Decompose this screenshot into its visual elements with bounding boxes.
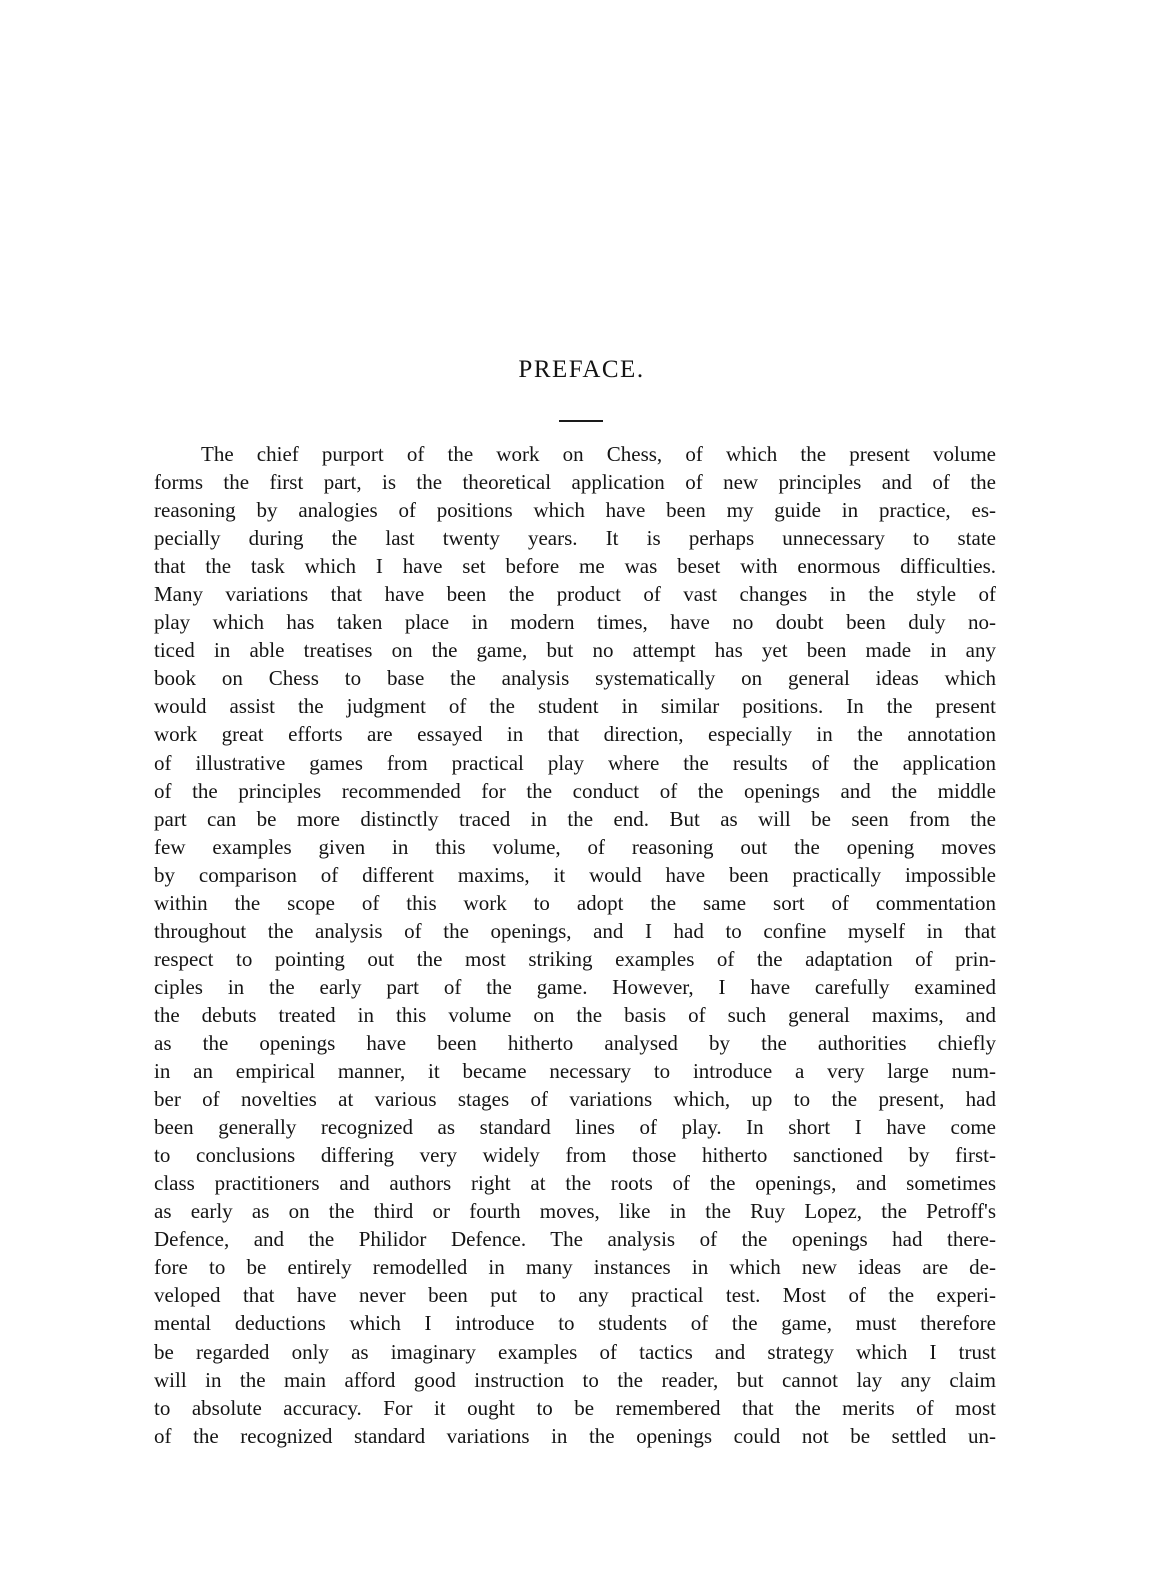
text-line: to conclusions differing very widely from those hitherto sanctioned by first- bbox=[154, 1143, 996, 1168]
text-line: forms the first part, is the theoretical application of new principles and of the bbox=[154, 470, 996, 495]
text-line: mental deductions which I introduce to students of the game, must therefore bbox=[154, 1311, 996, 1336]
text-line: by comparison of different maxims, it would have been practically impossible bbox=[154, 862, 996, 887]
text-line: would assist the judgment of the student in similar positions. In the present bbox=[154, 694, 996, 719]
text-line: fore to be entirely remodelled in many instances in which new ideas are de- bbox=[154, 1255, 996, 1280]
text-line: as early as on the third or fourth moves, like in the Ruy Lopez, the Petroff's bbox=[154, 1199, 996, 1224]
text-line: class practitioners and authors right at the roots of the openings, and sometimes bbox=[154, 1171, 996, 1196]
text-line: few examples given in this volume, of reasoning out the opening moves bbox=[154, 834, 996, 859]
text-line: been generally recognized as standard lines of play. In short I have come bbox=[154, 1115, 996, 1140]
text-line: will in the main afford good instruction to the reader, but cannot lay any claim bbox=[154, 1367, 996, 1392]
text-line: within the scope of this work to adopt the same sort of commentation bbox=[154, 890, 996, 915]
text-line: to absolute accuracy. For it ought to be remembered that the merits of most bbox=[154, 1395, 996, 1420]
text-line: Many variations that have been the product of vast changes in the style of bbox=[154, 582, 996, 607]
text-line: be regarded only as imaginary examples of tactics and strategy which I trust bbox=[154, 1339, 996, 1364]
text-line: in an empirical manner, it became necessary to introduce a very large num- bbox=[154, 1059, 996, 1084]
text-line: book on Chess to base the analysis systematically on general ideas which bbox=[154, 666, 996, 691]
text-line: Defence, and the Philidor Defence. The analysis of the openings had there- bbox=[154, 1227, 996, 1252]
text-line: ciples in the early part of the game. However, I have carefully examined bbox=[154, 974, 996, 999]
text-line: pecially during the last twenty years. It is perhaps unnecessary to state bbox=[154, 526, 996, 551]
text-line: work great efforts are essayed in that direction, especially in the annotation bbox=[154, 722, 996, 747]
text-line: The chief purport of the work on Chess, of which the present volume bbox=[201, 442, 996, 466]
text-line: part can be more distinctly traced in the end. But as will be seen from the bbox=[154, 806, 996, 831]
text-line: throughout the analysis of the openings, and I had to confine myself in that bbox=[154, 918, 996, 943]
text-line: of the recognized standard variations in the openings could not be settled un- bbox=[154, 1423, 996, 1448]
text-line: of illustrative games from practical play where the results of the application bbox=[154, 750, 996, 775]
text-line: respect to pointing out the most striking examples of the adaptation of prin- bbox=[154, 946, 996, 971]
text-line: of the principles recommended for the conduct of the openings and the middle bbox=[154, 778, 996, 803]
text-line: the debuts treated in this volume on the basis of such general maxims, and bbox=[154, 1002, 996, 1027]
text-line: that the task which I have set before me was beset with enormous difficulties. bbox=[154, 554, 996, 579]
text-line: reasoning by analogies of positions which have been my guide in practice, es- bbox=[154, 498, 996, 523]
text-line: ticed in able treatises on the game, but no attempt has yet been made in any bbox=[154, 638, 996, 663]
text-line: play which has taken place in modern times, have no doubt been duly no- bbox=[154, 610, 996, 635]
preface-paragraph bbox=[154, 440, 996, 1450]
title-divider bbox=[559, 420, 603, 422]
text-line: veloped that have never been put to any practical test. Most of the experi- bbox=[154, 1283, 996, 1308]
text-line: ber of novelties at various stages of variations which, up to the present, had bbox=[154, 1087, 996, 1112]
text-line: as the openings have been hitherto analysed by the authorities chiefly bbox=[154, 1030, 996, 1055]
page-title: PREFACE. bbox=[518, 356, 645, 383]
